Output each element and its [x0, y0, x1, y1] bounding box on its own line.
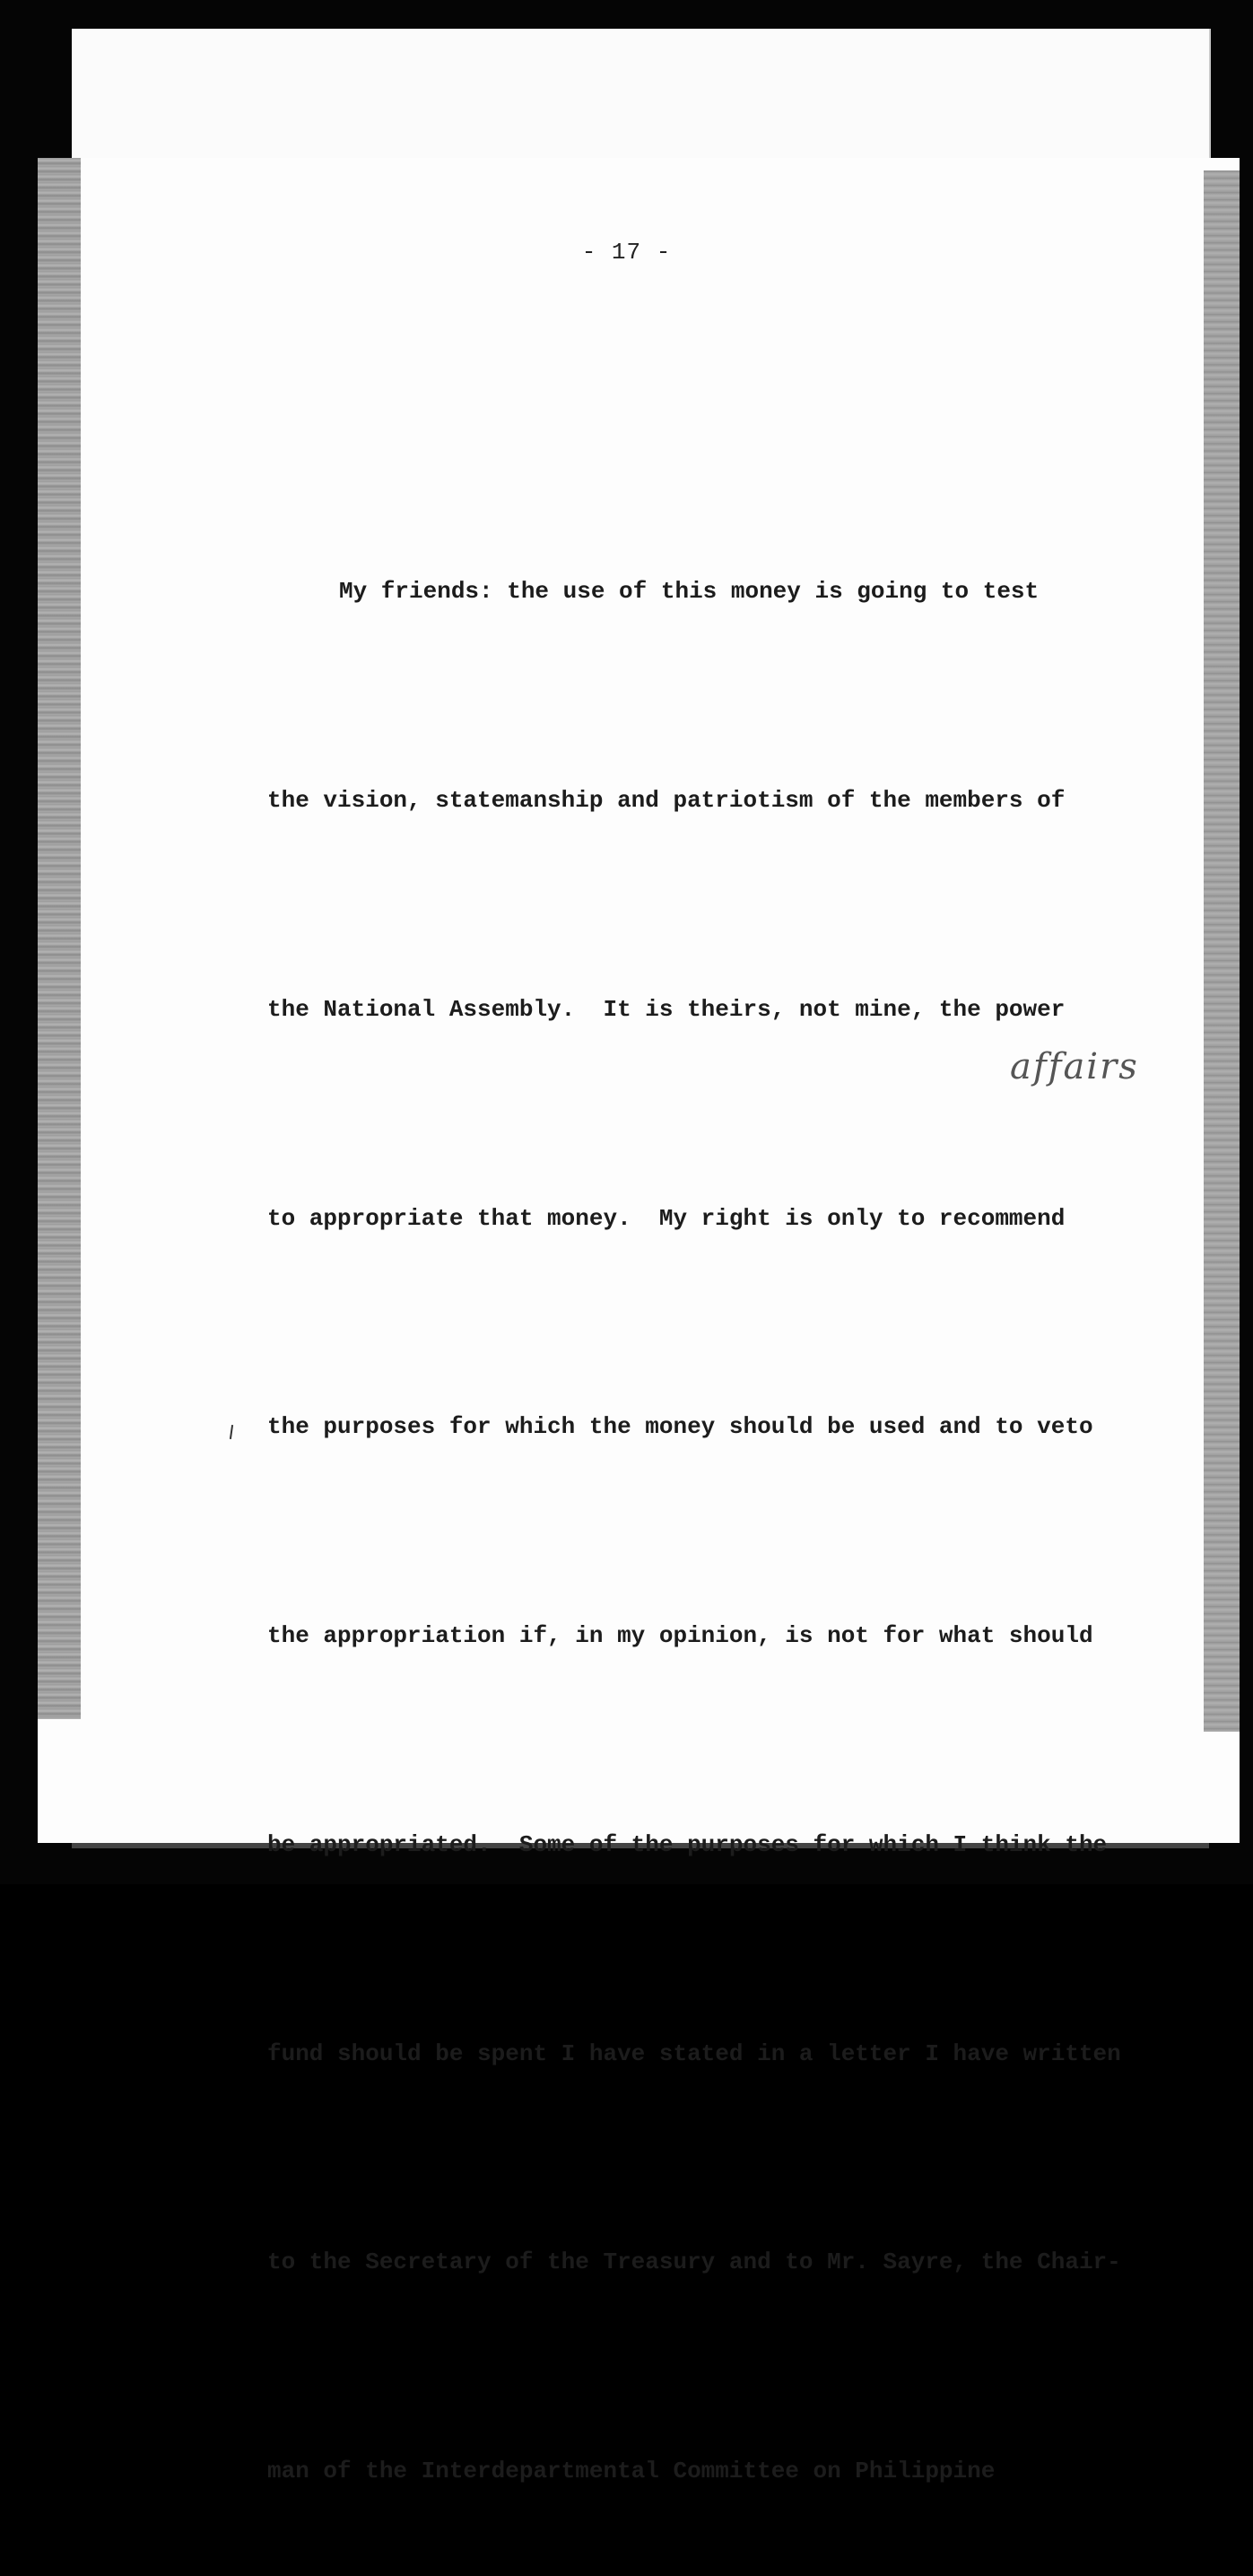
text-line: man of the Interdepartmental Committee on Philippine	[267, 2458, 996, 2485]
text-line: the purposes for which the money should be used and to veto	[267, 1413, 1093, 1441]
text-line: be appropriated. Some of the purposes for which I think the	[267, 1830, 1108, 1858]
page-edge-left	[38, 158, 81, 1719]
handwritten-annotation: affairs	[1010, 1046, 1139, 1087]
text-line: fund should be spent I have stated in a letter I have written	[267, 2039, 1121, 2067]
body-text	[267, 418, 1164, 2576]
text-line: the appropriation if, in my opinion, is not for what should	[267, 1622, 1093, 1650]
text-line: the vision, statemanship and patriotism of the members of	[267, 786, 1066, 814]
text-line: to appropriate that money. My right is only to recommend	[267, 1204, 1066, 1232]
page-edge-right	[1204, 170, 1240, 1732]
text-line: the National Assembly. It is theirs, not mine, the power	[267, 995, 1066, 1023]
text-line: to the Secretary of the Treasury and to Mr. Sayre, the Chair-	[267, 2249, 1121, 2276]
text-line: My friends: the use of this money is going to test	[339, 578, 1040, 606]
page-number: - 17 -	[581, 239, 672, 266]
back-sheet	[72, 29, 1211, 172]
